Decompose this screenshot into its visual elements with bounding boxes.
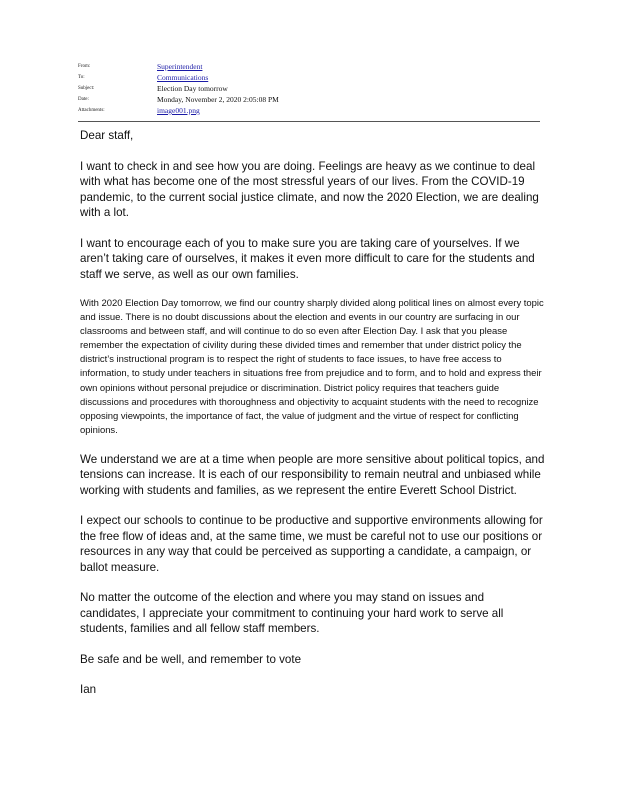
subject-label: Subject: xyxy=(78,86,95,91)
paragraph-expectations: I expect our schools to continue to be productive and supportive environments allowing for the free flow of ideas and, at the same time, we must be careful not to use our positions or resources in any way that could be perceived as supporting a candidate, a campaign, or ballot measure. xyxy=(80,514,543,574)
paragraph-policy: With 2020 Election Day tomorrow, we find our country sharply divided along political lines on almost every topic and issue. There is no doubt discussions about the election and events in our country are surfacing in our classrooms and between staff, and will continue to do so even after Election Day. I ask that you please remember the expectation of civility during these divided times and remember that under district policy the district’s instructional program is to respect the right of students to face issues, to have free access to information, to study under teachers in situations free from prejudice and to form, and to hold and express their own opinions without personal prejudice or discrimination. District policy requires that teachers guide discussions and procedures with thoroughness and objectivity to acquaint students with the need to recognize opposing viewpoints, the importance of fact, the value of judgment and the virtue of respect for conflicting opinions. xyxy=(80,298,544,436)
attachment-link[interactable]: image001.png xyxy=(157,106,200,115)
spacer xyxy=(80,667,545,682)
header-row-attachments xyxy=(78,105,540,116)
spacer xyxy=(80,438,545,452)
paragraph-checkin: I want to check in and see how you are doing. Feelings are heavy as we continue to deal with what has become one of the most stressful years of our lives. From the COVID-19 pandemic, to the current social justice climate, and now the 2020 Election, we are dealing with a lot. xyxy=(80,159,539,219)
signature: Ian xyxy=(80,683,97,697)
spacer xyxy=(80,498,545,513)
from-value-link[interactable]: Superintendent xyxy=(157,62,203,71)
spacer xyxy=(80,221,545,236)
date-value: Monday, November 2, 2020 2:05:08 PM xyxy=(157,95,279,104)
subject-value: Election Day tomorrow xyxy=(157,84,228,93)
greeting: Dear staff, xyxy=(80,129,134,142)
closing-line: Be safe and be well, and remember to vote xyxy=(80,652,302,666)
header-row-to xyxy=(78,72,540,83)
to-value-link[interactable]: Communications xyxy=(157,73,209,82)
header-row-subject xyxy=(78,83,540,94)
paragraph-selfcare: I want to encourage each of you to make sure you are taking care of yourselves. If we aren’t taking care of ourselves, it makes it even more difficult to care for the students and staff we serve, as well as our own families. xyxy=(80,236,535,281)
spacer xyxy=(80,282,545,297)
spacer xyxy=(80,144,545,159)
header-divider xyxy=(78,121,540,122)
to-label: To: xyxy=(78,75,85,80)
paragraph-appreciation: No matter the outcome of the election and where you may stand on issues and candidates, I appreciate your commitment to continuing your hard work to serve all students, families and all fellow staff members. xyxy=(80,591,504,636)
date-label: Date: xyxy=(78,97,89,102)
from-label: From: xyxy=(78,64,91,69)
paragraph-neutrality: We understand we are at a time when people are more sensitive about political topics, and tensions can increase. It is each of our responsibility to remain neutral and unbiased while working with students and families, as we represent the entire Everett School District. xyxy=(80,452,545,497)
attachments-label: Attachments: xyxy=(78,108,105,113)
header-row-date xyxy=(78,94,540,105)
email-body xyxy=(80,128,545,698)
header-row-from xyxy=(78,61,540,72)
spacer xyxy=(80,637,545,652)
spacer xyxy=(80,575,545,590)
email-header xyxy=(78,61,540,116)
